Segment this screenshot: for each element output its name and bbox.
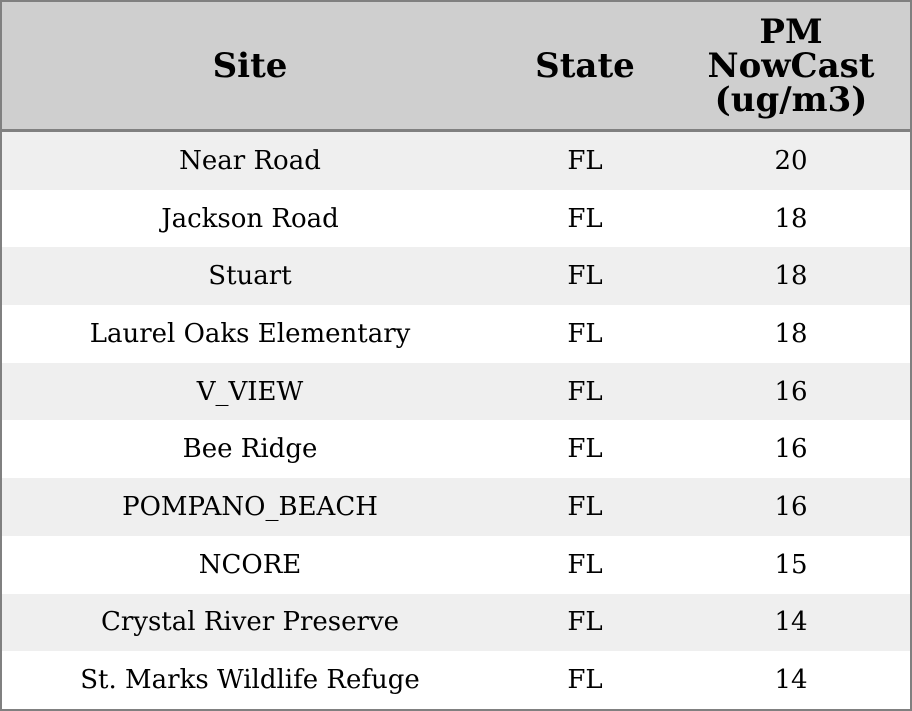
table-header — [2, 2, 910, 132]
table-row — [2, 305, 910, 363]
cell-pm-value: 18 — [774, 203, 808, 234]
cell-state: FL — [567, 549, 603, 580]
cell-pm-value: 16 — [774, 491, 808, 522]
cell-pm-value: 20 — [774, 145, 808, 176]
cell-site: Near Road — [179, 145, 321, 176]
cell-site: Jackson Road — [161, 203, 339, 234]
table-row — [2, 132, 910, 190]
header-site: Site — [212, 45, 288, 86]
cell-pm-value: 18 — [774, 261, 808, 292]
cell-state: FL — [567, 491, 603, 522]
cell-site: St. Marks Wildlife Refuge — [80, 665, 420, 696]
table-row — [2, 478, 910, 536]
cell-site: V_VIEW — [196, 376, 304, 407]
cell-state: FL — [567, 376, 603, 407]
cell-state: FL — [567, 261, 603, 292]
cell-state: FL — [567, 318, 603, 349]
cell-site: POMPANO_BEACH — [122, 491, 378, 522]
cell-site: NCORE — [198, 549, 302, 580]
cell-site: Stuart — [208, 261, 292, 292]
cell-pm-value: 14 — [774, 665, 808, 696]
header-pm-nowcast: PM NowCast (ug/m3) — [707, 11, 875, 120]
cell-state: FL — [567, 203, 603, 234]
cell-state: FL — [567, 434, 603, 465]
table-row — [2, 363, 910, 421]
cell-site: Laurel Oaks Elementary — [89, 318, 411, 349]
table-body — [2, 132, 910, 709]
cell-pm-value: 14 — [774, 607, 808, 638]
table-row — [2, 247, 910, 305]
cell-pm-value: 15 — [774, 549, 808, 580]
cell-pm-value: 16 — [774, 434, 808, 465]
cell-state: FL — [567, 665, 603, 696]
cell-state: FL — [567, 145, 603, 176]
cell-site: Crystal River Preserve — [100, 607, 400, 638]
header-state: State — [535, 45, 635, 86]
cell-pm-value: 18 — [774, 318, 808, 349]
cell-pm-value: 16 — [774, 376, 808, 407]
cell-site: Bee Ridge — [182, 434, 318, 465]
table-row — [2, 420, 910, 478]
table-row — [2, 536, 910, 594]
cell-state: FL — [567, 607, 603, 638]
table-row — [2, 190, 910, 248]
table-row — [2, 651, 910, 709]
table-row — [2, 594, 910, 652]
